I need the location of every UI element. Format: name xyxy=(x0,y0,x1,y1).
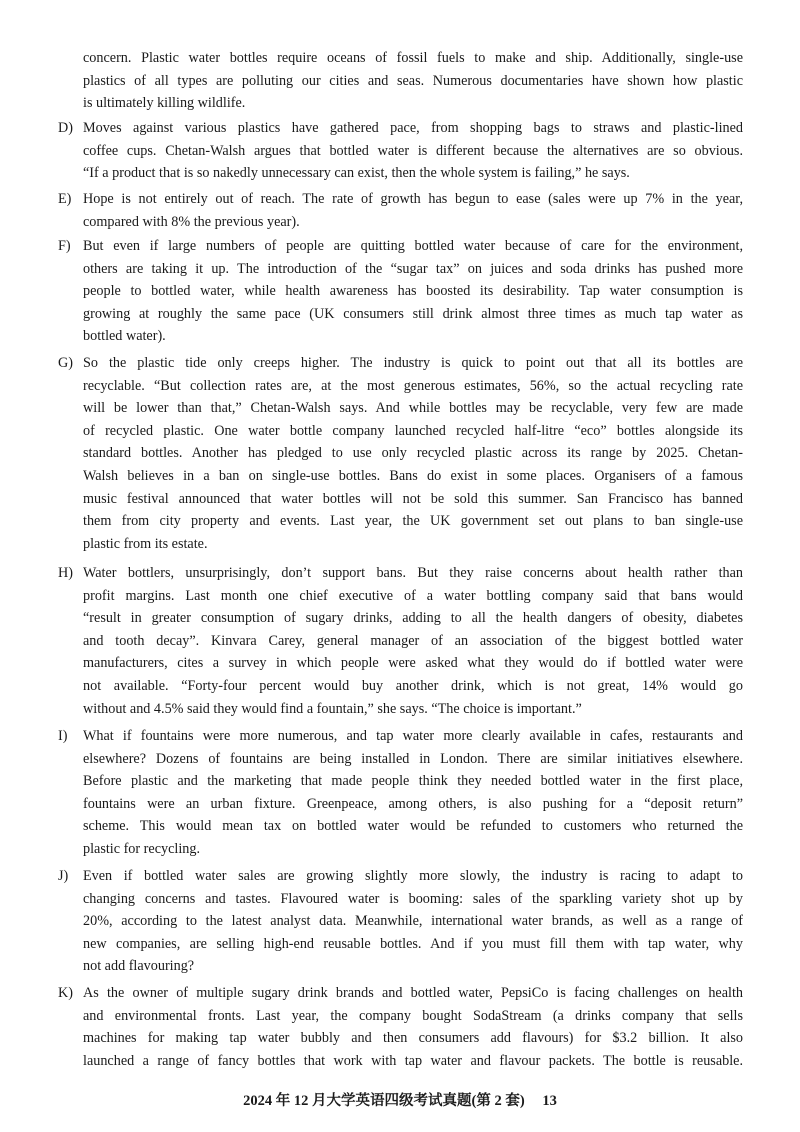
text-line: Water bottlers, unsurprisingly, don’t support bans. But they raise concerns about health rather than xyxy=(83,565,743,581)
text-line: plastic for recycling. xyxy=(83,841,200,857)
text-line: Before plastic and the marketing that made people think they needed bottled water in the first place, xyxy=(83,773,743,790)
text-line: music festival announced that water bottles will not be sold this summer. San Francisco has banned xyxy=(83,490,743,507)
text-line: 20%, according to the latest analyst data. Meanwhile, international water brands, as well as a range of xyxy=(83,913,743,930)
text-line: What if fountains were more numerous, and tap water more clearly available in cafes, restaurants and xyxy=(83,728,743,744)
text-line: bottled water). xyxy=(83,328,166,345)
paragraph-label: G) xyxy=(58,355,73,371)
text-line: launched a range of fancy bottles that work with tap water and flavour packets. The bottle is reusable. xyxy=(83,1052,743,1069)
text-line: Hope is not entirely out of reach. The rate of growth has begun to ease (sales were up 7% in the year, xyxy=(83,191,743,207)
text-line: others are taking it up. The introduction of the “sugar tax” on juices and soda drinks has pushed more xyxy=(83,260,743,277)
text-line: compared with 8% the previous year). xyxy=(83,213,300,230)
text-line: machines for making tap water bubbly and then consumers add flavours) for $3.2 billion. It also xyxy=(83,1030,743,1047)
text-line: recyclable. “But collection rates are, at the most generous estimates, 56%, so the actual recycling rate xyxy=(83,377,743,394)
text-line: Moves against various plastics have gathered pace, from shopping bags to straws and plastic-lined xyxy=(83,120,743,136)
text-line: coffee cups. Chetan-Walsh argues that bottled water is different because the alternatives are so obvious. xyxy=(83,142,743,159)
text-line: plastic from its estate. xyxy=(83,535,208,552)
text-line: not add flavouring? xyxy=(83,958,195,975)
text-line: changing concerns and tastes. Flavoured water is booming: sales of the sparkling variety shot up by xyxy=(83,890,743,907)
text-line: So the plastic tide only creeps higher. The industry is quick to point out that all its bottles are xyxy=(83,355,743,371)
text-line: elsewhere? Dozens of fountains are being installed in London. There are similar initiatives elsewhere. xyxy=(83,750,743,767)
text-line: not available. “Forty-four percent would buy another drink, which is not great, 14% would go xyxy=(83,678,743,694)
paragraph-label: E) xyxy=(58,191,72,207)
text-line: growing at roughly the same pace (UK consumers still drink almost three times as much tap water as xyxy=(83,305,743,322)
text-line: new companies, are selling high-end reusable bottles. And if you must fill them with tap water, why xyxy=(83,935,743,952)
text-line: and environmental fronts. Last year, the company bought SodaStream (a drinks company that sells xyxy=(83,1007,743,1024)
text-line: profit margins. Last month one chief executive of a water bottling company said that bans would xyxy=(83,587,743,604)
text-line: “result in greater consumption of sugary drinks, adding to all the health dangers of obesity, diabetes xyxy=(83,610,743,627)
text-line: standard bottles. Another has pledged to use only recycled plastic across its range by 2025. Chetan- xyxy=(83,445,743,462)
paragraph-label: I) xyxy=(58,728,68,744)
text-line: people to bottled water, while health awareness has boosted its desirability. Tap water consumption is xyxy=(83,283,743,300)
text-line: concern. Plastic water bottles require oceans of fossil fuels to make and ship. Additionally, single-use xyxy=(83,50,743,66)
text-line: manufacturers, cites a survey in which people were asked what they would do if bottled water were xyxy=(83,655,743,672)
paragraph-label: H) xyxy=(58,565,73,581)
text-line: is ultimately killing wildlife. xyxy=(83,95,246,112)
text-line: fountains were an urban fixture. Greenpeace, among others, is also pushing for a “deposit return” xyxy=(83,795,743,812)
text-line: and tooth decay”. Kinvara Carey, general manager of an association of the biggest bottled water xyxy=(83,632,743,649)
text-line: Walsh believes in a ban on single-use bottles. Bans do exist in some places. Organisers of a famous xyxy=(83,468,743,484)
text-line: As the owner of multiple sugary drink brands and bottled water, PepsiCo is facing challenges on health xyxy=(83,985,743,1001)
page-footer xyxy=(0,1091,800,1111)
text-line: Even if bottled water sales are growing slightly more slowly, the industry is racing to adapt to xyxy=(83,868,743,884)
text-line: of recycled plastic. One water bottle company launched recycled half-litre “eco” bottles alongside its xyxy=(83,422,743,439)
paragraph-label: F) xyxy=(58,238,71,254)
paragraph-label: D) xyxy=(58,120,73,136)
text-line: them from city property and events. Last year, the UK government set out plans to ban single-use xyxy=(83,513,743,530)
text-line: But even if large numbers of people are quitting bottled water because of care for the environment, xyxy=(83,238,743,254)
text-line: scheme. This would mean tax on bottled water would be refunded to customers who returned the xyxy=(83,818,743,835)
text-line: plastics of all types are polluting our cities and seas. Numerous documentaries have shown how plastic xyxy=(83,72,743,89)
text-line: will be lower than that,” Chetan-Walsh says. And while bottles may be recyclable, very few are made xyxy=(83,400,743,417)
text-line: without and 4.5% said they would find a fountain,” she says. “The choice is important.” xyxy=(83,700,582,717)
text-line: “If a product that is so nakedly unnecessary can exist, then the whole system is failing,” he says. xyxy=(83,165,630,182)
page-number: 13 xyxy=(542,1093,557,1109)
footer-title: 2024 年 12 月大学英语四级考试真题(第 2 套) xyxy=(243,1093,525,1109)
paragraph-label: J) xyxy=(58,868,69,884)
paragraph-label: K) xyxy=(58,985,73,1001)
